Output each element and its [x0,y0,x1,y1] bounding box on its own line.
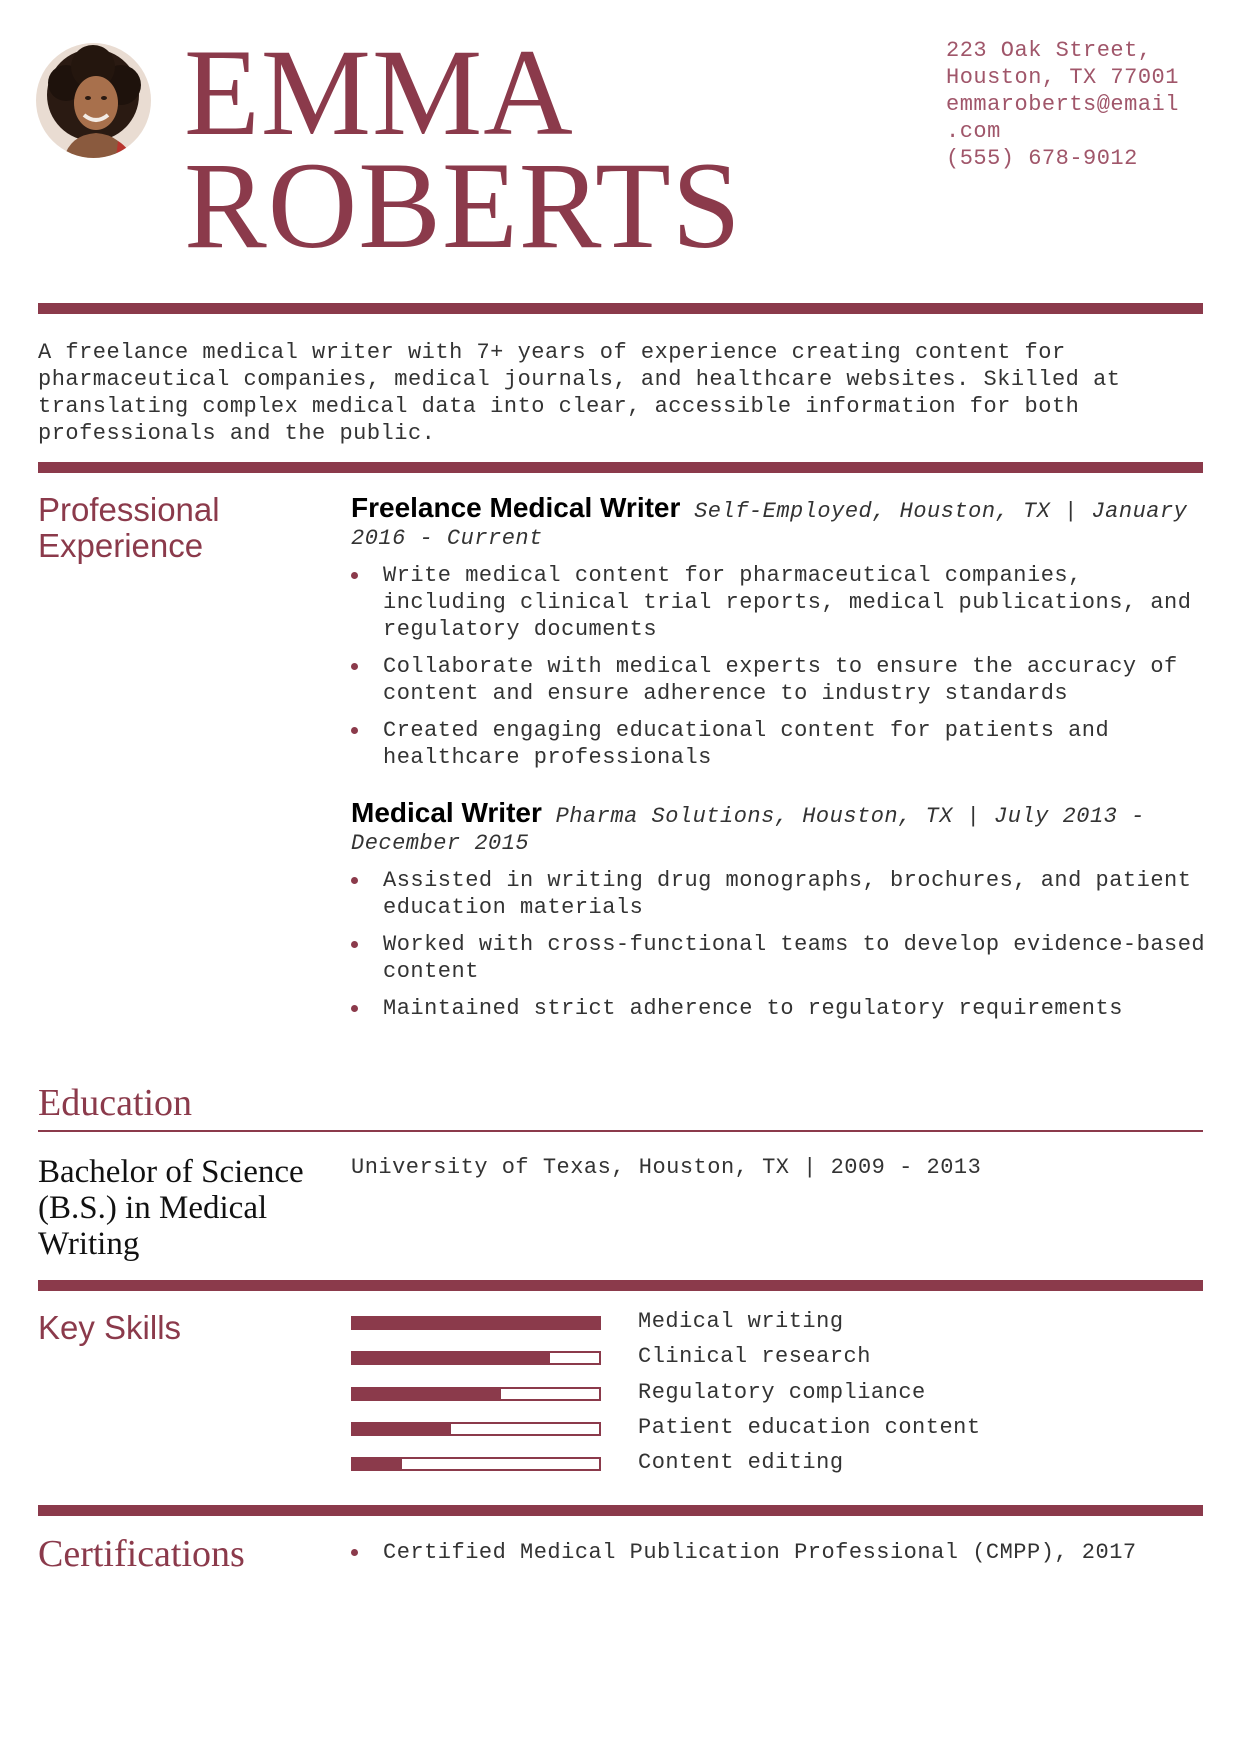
list-item [351,653,1206,707]
bullet-text: Assisted in writing drug monographs, brochures, and patient education materials [383,868,1192,920]
skill-level-bar [351,1387,601,1401]
bullet-dot [351,572,358,579]
skill-row [351,1342,1221,1372]
bullet-text: Created engaging educational content for patients and healthcare professionals [383,718,1110,770]
skill-level-fill [353,1389,501,1399]
email-line-2: .com [946,119,1001,144]
job-entry [351,494,1206,771]
profile-photo-image [36,43,151,158]
experience-title-line-1: Professional [38,491,220,528]
list-item [351,867,1206,921]
list-item [351,562,1206,643]
job-title: Freelance Medical Writer [351,492,681,523]
list-item [351,931,1206,985]
skill-level-fill [353,1318,599,1328]
bullet-text: Collaborate with medical experts to ensure the accuracy of content and ensure adherence to industry standards [383,654,1178,706]
email-line-1: emmaroberts@email [946,92,1179,117]
last-name: ROBERTS [184,137,742,274]
bullet-dot [351,877,358,884]
skill-row [351,1413,1221,1443]
divider [38,462,1203,473]
bullet-dot [351,663,358,670]
list-item [351,995,1206,1022]
skill-level-fill [353,1459,402,1469]
certification-bullets [351,1539,1206,1566]
skill-level-fill [353,1424,451,1434]
bullet-dot [351,1549,358,1556]
divider [38,1280,1203,1291]
divider [38,1505,1203,1516]
experience-title-line-2: Experience [38,527,204,564]
divider [38,303,1203,314]
education-detail: University of Texas, Houston, TX | 2009 - 2013 [351,1155,982,1180]
skill-row [351,1378,1221,1408]
job-heading [351,799,1206,857]
skill-row [351,1307,1221,1337]
skill-level-bar [351,1316,601,1330]
job-bullets [351,867,1206,1022]
job-title: Medical Writer [351,797,542,828]
contact-info [946,37,1226,172]
job-meta: Pharma Solutions, Houston, TX | July 2013 - December 2015 [351,804,1145,856]
experience-section-title [38,492,220,564]
skill-label: Regulatory compliance [638,1380,926,1405]
skill-level-bar [351,1422,601,1436]
skills-section-title: Key Skills [38,1309,182,1346]
certifications-list [351,1539,1206,1576]
bullet-text: Maintained strict adherence to regulatory requirements [383,996,1123,1021]
skill-level-bar [351,1351,601,1365]
job-heading [351,494,1206,552]
skill-label: Clinical research [638,1344,871,1369]
summary: A freelance medical writer with 7+ years of experience creating content for pharmaceutical companies, medical journals, and healthcare websites. Skilled at translating complex medical data into clear, accessible information for both professionals and the public. [38,340,1121,446]
address-line-2: Houston, TX 77001 [946,65,1179,90]
certifications-section-title: Certifications [38,1533,245,1575]
bullet-dot [351,727,358,734]
skill-row [351,1448,1221,1478]
candidate-name [184,24,742,274]
bullet-dot [351,1005,358,1012]
degree: Bachelor of Science (B.S.) in Medical Writing [38,1154,304,1262]
skill-label: Patient education content [638,1415,981,1440]
list-item [351,717,1206,771]
list-item [351,1539,1206,1566]
bullet-dot [351,941,358,948]
divider [38,1130,1203,1132]
bullet-text: Write medical content for pharmaceutical companies, including clinical trial reports, medical publications, and regulatory documents [383,563,1192,642]
skill-level-fill [353,1353,550,1363]
skill-label: Medical writing [638,1309,844,1334]
bullet-text: Worked with cross-functional teams to develop evidence-based content [383,932,1206,984]
education-section-title: Education [38,1082,193,1124]
skill-level-bar [351,1457,601,1471]
experience-list [351,494,1206,1032]
phone: (555) 678-9012 [946,146,1138,171]
address-line-1: 223 Oak Street, [946,38,1152,63]
job-meta: Self-Employed, Houston, TX | January 2016 - Current [351,499,1188,551]
skill-label: Content editing [638,1450,844,1475]
bullet-text: Certified Medical Publication Professional (CMPP), 2017 [383,1540,1137,1565]
first-name: EMMA [184,24,574,161]
job-entry [351,799,1206,1022]
job-bullets [351,562,1206,771]
profile-photo [36,43,151,158]
